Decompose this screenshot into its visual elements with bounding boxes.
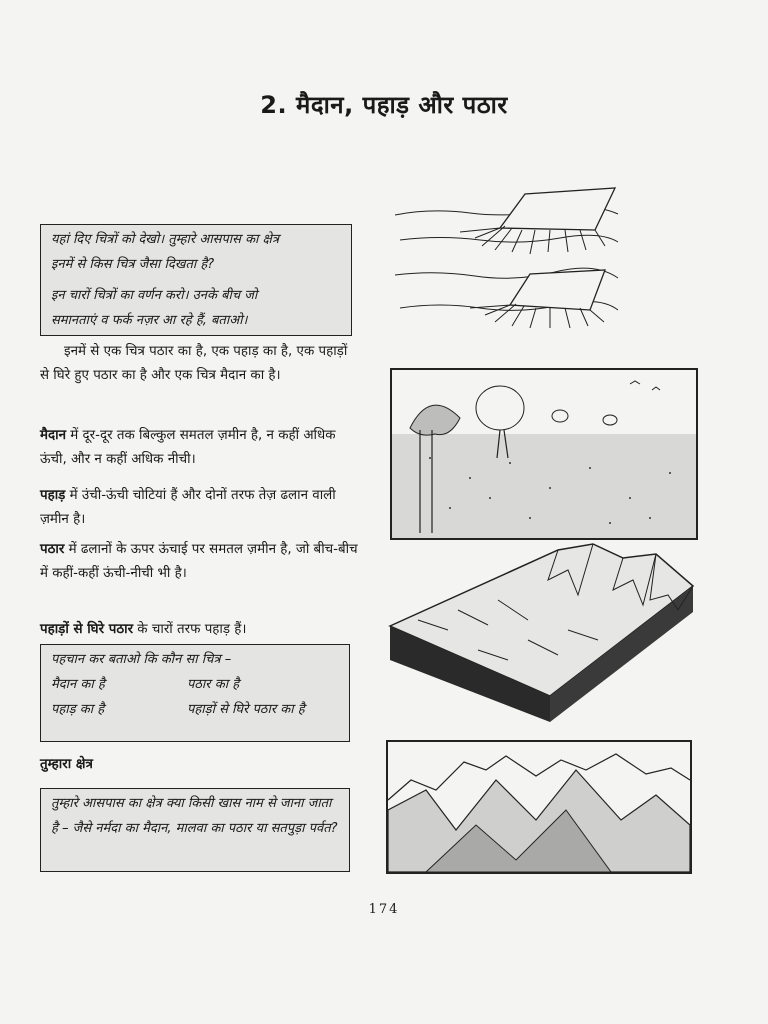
term-enclosed-plateau: पहाड़ों से घिरे पठार bbox=[40, 622, 134, 637]
plain-illustration bbox=[390, 368, 698, 540]
term-mountain: पहाड़ bbox=[40, 488, 66, 503]
term-plain: मैदान bbox=[40, 428, 67, 443]
enclosed-plateau-illustration bbox=[388, 540, 698, 722]
paragraph-plain bbox=[40, 424, 358, 472]
term-plateau: पठार bbox=[40, 542, 65, 557]
paragraph-text: में उंची-ऊंची चोटियां हैं और दोनों तरफ तेज़ ढलान वाली ज़मीन है। bbox=[40, 488, 336, 527]
box-line: यहां दिए चित्रों को देखो। तुम्हारे आसपास का क्षेत्र bbox=[51, 232, 280, 247]
box-text: तुम्हारे आसपास का क्षेत्र क्या किसी खास नाम से जाना जाता है – जैसे नर्मदा का मैदान, मालवा का पठार या सतपुड़ा पर्वत? bbox=[51, 796, 338, 836]
question-box-identify bbox=[40, 644, 350, 742]
paragraph-text: के चारों तरफ पहाड़ हैं। bbox=[133, 622, 247, 637]
paragraph-plateau bbox=[40, 538, 358, 586]
options-row bbox=[51, 672, 339, 697]
plateau-illustration bbox=[390, 180, 620, 340]
page-number: 174 bbox=[368, 902, 400, 917]
option-mountain: पहाड़ का है bbox=[51, 702, 105, 717]
paragraph-enclosed-plateau bbox=[40, 618, 358, 642]
option-plain: मैदान का है bbox=[51, 677, 105, 692]
page-title: 2. मैदान, पहाड़ और पठार bbox=[260, 91, 508, 119]
paragraph-text: में ढलानों के ऊपर ऊंचाई पर समतल ज़मीन है, जो बीच-बीच में कहीं-कहीं ऊंची-नीची भी है। bbox=[40, 542, 358, 581]
question-box-region bbox=[40, 788, 350, 872]
mountain-illustration bbox=[386, 740, 692, 874]
box-heading: पहचान कर बताओ कि कौन सा चित्र – bbox=[51, 652, 232, 667]
box-line: इनमें से किस चित्र जैसा दिखता है? bbox=[51, 257, 215, 272]
option-enclosed-plateau: पहाड़ों से घिरे पठार का है bbox=[187, 702, 305, 717]
paragraph-intro bbox=[40, 340, 358, 388]
question-box-observe bbox=[40, 224, 352, 336]
section-heading: तुम्हारा क्षेत्र bbox=[40, 757, 93, 772]
paragraph-text: इनमें से एक चित्र पठार का है, एक पहाड़ का है, एक पहाड़ों से घिरे हुए पठार का है और एक चित्र मैदान का है। bbox=[40, 344, 348, 383]
paragraph-mountain bbox=[40, 484, 358, 532]
box-line: इन चारों चित्रों का वर्णन करो। उनके बीच जो bbox=[51, 288, 258, 303]
box-line: समानताएं व फर्क नज़र आ रहे हैं, बताओ। bbox=[51, 313, 248, 328]
paragraph-text: में दूर-दूर तक बिल्कुल समतल ज़मीन है, न कहीं अधिक ऊंची, और न कहीं अधिक नीची। bbox=[40, 428, 336, 467]
option-plateau: पठार का है bbox=[187, 677, 240, 692]
options-row bbox=[51, 697, 339, 722]
